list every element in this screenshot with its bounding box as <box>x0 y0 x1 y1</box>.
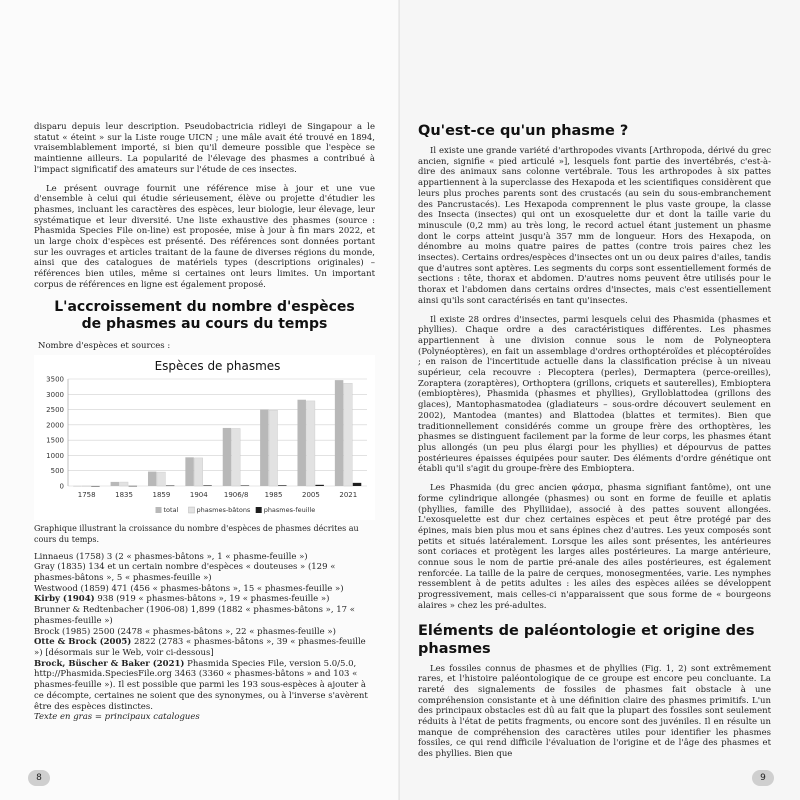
reference-author: Kirby (1904) <box>34 594 95 605</box>
legend-swatch <box>156 507 162 513</box>
reference-text: 134 et un certain nombre d'espèces « douteuses » (129 « phasmes-bâtons », 5 « phasmes-feuille ») <box>34 562 336 584</box>
x-tick-label: 1985 <box>264 491 283 500</box>
reference-text: 2500 (2478 « phasmes-bâtons », 22 « phasmes-feuille ») <box>90 626 336 637</box>
reference-item <box>34 627 375 638</box>
bar-total <box>260 410 268 486</box>
bar-phasmes-b-tons <box>82 486 90 487</box>
reference-text: 1,899 (1882 « phasmes-bâtons », 17 « phasmes-feuille ») <box>34 605 355 626</box>
reference-item <box>34 605 375 626</box>
reference-author: Brock, Büscher & Baker (2021) <box>34 658 185 669</box>
chart-title: Espèces de phasmes <box>154 359 281 374</box>
reference-item <box>34 637 375 658</box>
bar-total <box>73 486 81 487</box>
references-list <box>34 552 375 713</box>
reference-text: 938 (919 « phasmes-bâtons », 19 « phasmes-feuille ») <box>94 594 330 605</box>
paragraph-2: Il existe 28 ordres d'insectes, parmi lesquels celui des Phasmida (phasmes et phyllies). Chaque ordre a des caractéristiques différentes. Les phasmes appartiennent à une division connue sous le nom de Polyneoptera (Polynéoptères), en fait un assemblage d'ordres orthoptéroïdes et plécoptéroïdes ; en raison de l'incertitude actuelle dans la classification précise à un niveau supérieur, cela recouvre : Plecoptera (perles), Dermaptera (perce-oreilles), Zoraptera (zoraptères), Orthoptera (grillons, criquets et sauterelles), Embioptera (embioptères), Phasmida (phasmes et phyllies), Grylloblattodea (grillons des glaces), Mantophasmatodea (gladiateurs – sous-ordre découvert seulement en 2002), Mantodea (mantes) and Blattodea (blattes et termites). Bien que traditionnellement considérés comme un groupe frère des orthoptères, les phasmes se distinguent facilement par la forme de leur corps, les phasmes étant plus allongés (un peu plus élargi pour les phyllies) et dépourvus de pattes postérieures épaisses équipées pour sauter. Des éléments d'ordre génétique ont établi qu'il s'agit du groupe-frère des Embioptera. <box>418 314 771 475</box>
left-column <box>34 122 375 723</box>
x-tick-label: 1859 <box>152 491 171 500</box>
reference-item <box>34 552 375 563</box>
bar-phasmes-b-tons <box>306 401 314 486</box>
bar-phasmes-feuille <box>129 486 137 487</box>
reference-author: Brock (1985) <box>34 626 91 637</box>
bar-phasmes-feuille <box>203 486 211 487</box>
intro-paragraph-1: disparu depuis leur description. Pseudobactricia ridleyi de Singapour a le statut « éteint » sur la Liste rouge UICN ; une mâle avait été trouvé en 1894, vraisemblablement importé, si bien qu'il demeure possible que l'espèce se maintienne ailleurs. La popularité de l'élevage des phasmes a contribué à l'impact significatif des amateurs sur l'étude de ces insectes. <box>34 122 375 175</box>
bar-phasmes-b-tons <box>232 429 240 487</box>
chart-subheading: Nombre d'espèces et sources : <box>38 340 171 351</box>
x-tick-label: 2021 <box>339 491 358 500</box>
reference-item <box>34 562 375 583</box>
reference-text: 2822 (2783 « phasmes-bâtons », 39 « phasmes-feuille ») [désormais sur le Web, voir ci-dessous] <box>34 637 366 658</box>
legend-label: total <box>163 506 179 515</box>
y-tick-label: 2500 <box>46 406 64 415</box>
right-page <box>400 0 800 800</box>
legend-label: phasmes-feuille <box>263 506 316 515</box>
bar-phasmes-feuille <box>166 486 174 487</box>
reference-item <box>34 659 375 713</box>
reference-text: 471 (456 « phasmes-bâtons », 15 « phasmes-feuille ») <box>108 583 344 594</box>
y-tick-label: 2000 <box>46 421 64 430</box>
bar-phasmes-b-tons <box>157 472 165 486</box>
reference-author: Gray (1835) <box>34 562 86 573</box>
paragraph-1: Il existe une grande variété d'arthropodes vivants [Arthropoda, dérivé du grec ancien, signifie « pied articulé »], lesquels font partie des invertébrés, c'est-à-dire des animaux sans colonne vertébrale. Tous les arthropodes à six pattes appartiennent à la superclasse des Hexapoda et les scientifiques considèrent que leurs plus proches parents sont des crustacés (au sein du sous-embranchement des Pancrustacés). Les Hexapoda comprennent le plus vaste groupe, la classe des Insecta (insectes) qui ont un exosquelette dur et dont la taille varie du minuscule (0,2 mm) au très long, le record actuel étant justement un phasme dont le corps atteint jusqu'à 357 mm de longueur. Hors des Hexapoda, on dénombre au moins quatre paires de pattes (contre trois paires chez les insectes). Certains ordres/espèces d'insectes ont un ou deux paires d'ailes, tandis que d'autres sont aptères. Les segments du corps sont essentiellement formés de sections : tête, thorax et abdomen. D'autres noms peuvent être utilisés pour le thorax et l'abdomen dans certains ordres d'insectes, mais c'est essentiellement ainsi qu'ils sont caractérisés en tant qu'insectes. <box>418 146 771 306</box>
bar-phasmes-feuille <box>278 486 286 487</box>
reference-author: Linnaeus (1758) <box>34 551 105 562</box>
paragraph-4: Les fossiles connus de phasmes et de phyllies (Fig. 1, 2) sont extrêmement rares, et l'histoire paléontologique de ce groupe est encore peu concluante. La rareté des signalements de fossiles de phasmes fait obstacle à une compréhension consistante et à une définition claire des phasmes primitifs. L'un des principaux obstacles est dû au fait que la plupart des fossiles sont seulement réduits à l'état de petits fragments, ou encore sont des juvéniles. Il en résulte un manque de compréhension des caractères utiles pour identifier les phasmes fossiles, ce qui rend difficile l'évaluation de l'origine et de l'âge des phasmes et des phyllies. Bien que <box>418 663 771 760</box>
bar-total <box>185 458 193 487</box>
species-bar-chart <box>34 355 375 520</box>
reference-item <box>34 594 375 605</box>
page-number-right: 9 <box>752 770 774 786</box>
bar-phasmes-b-tons <box>194 458 202 486</box>
bar-phasmes-feuille <box>241 486 249 487</box>
section-heading-what-is-phasmid: Qu'est-ce qu'un phasme ? <box>418 123 629 139</box>
bar-phasmes-feuille <box>315 485 323 486</box>
x-tick-label: 1904 <box>189 491 208 500</box>
bar-phasmes-feuille <box>353 483 361 486</box>
paragraph-3: Les Phasmida (du grec ancien φάσμα, phasma signifiant fantôme), ont une forme cylindrique allongée (phasmes) ou sont en forme de feuille et aplatis (phyllies, famille des Phylliidae), associé à des pattes souvent allongées. L'exosquelette est dur chez certaines espèces et peut être protégé par des épines, mais bien plus mou et sans épines chez d'autres. Les yeux composés sont petits et situés latéralement. Lorsque les ailes sont présentes, les antérieures sont coriaces et protègent les larges ailes postérieures. La marge antérieure, connue sous le nom de partie pré-anale des ailes postérieures, est également renforcée. La taille de la paire de cerques, monosegmentées, varie. Les nymphes ressemblent à de petits adultes : les ailes des espèces ailées se développent progressivement, mais celles-ci n'apparaissent que sous forme de « bourgeons alaires » chez les pré-adultes. <box>418 483 771 611</box>
section-heading-paleontology: Eléments de paléontologie et origine des phasmes <box>418 622 755 657</box>
bar-total <box>297 400 305 486</box>
y-tick-label: 1500 <box>46 436 64 445</box>
reference-item <box>34 584 375 595</box>
reference-text: Phasmida Species File, version 5.0/5.0, http://Phasmida.SpeciesFile.org 3463 (3360 « phasmes-bâtons » and 103 « phasmes-feuille »). Il est possible que parmi les 193 sous-espèces à ajouter à ce décompte, certaines ne soient que des synonymes, ou à l'inverse s'avèrent être des espèces distinctes. <box>34 658 368 712</box>
reference-text: 3 (2 « phasmes-bâtons », 1 « phasme-feuille ») <box>104 551 308 562</box>
reference-author: Westwood (1859) <box>34 583 109 594</box>
legend-swatch <box>189 507 195 513</box>
bar-total <box>148 472 156 486</box>
y-tick-label: 500 <box>50 467 64 476</box>
chart-heading-line2: de phasmes au cours du temps <box>81 315 328 332</box>
legend-label: phasmes-bâtons <box>196 506 251 515</box>
reference-author: Otte & Brock (2005) <box>34 637 132 648</box>
reference-author: Brunner & Redtenbacher (1906-08) <box>34 605 189 616</box>
y-tick-label: 0 <box>59 482 64 491</box>
legend-swatch <box>256 507 262 513</box>
y-tick-label: 3000 <box>46 391 64 400</box>
x-tick-label: 2005 <box>302 491 320 500</box>
chart-heading-line1: L'accroissement du nombre d'espèces <box>54 298 355 315</box>
bar-total <box>335 380 343 486</box>
bar-phasmes-b-tons <box>269 410 277 486</box>
bar-total <box>111 482 119 486</box>
x-tick-label: 1758 <box>77 491 96 500</box>
bar-total <box>223 428 231 486</box>
y-tick-label: 3500 <box>46 375 64 384</box>
chart-caption: Graphique illustrant la croissance du nombre d'espèces de phasmes décrites au cours du temps. <box>34 524 359 544</box>
x-tick-label: 1906/8 <box>223 491 249 500</box>
footnote: Texte en gras = principaux catalogues <box>34 712 200 723</box>
intro-paragraph-2: Le présent ouvrage fournit une référence mise à jour et une vue d'ensemble à celui qui étudie sérieusement, élève ou projette d'étudier les phasmes, incluant les caractères des espèces, leur biologie, leur élevage, leur systématique et leur diversité. Une liste exhaustive des phasmes (source : Phasmida Species File on-line) est proposée, mise à jour à fin mars 2022, et un large choix d'espèces est présenté. Des références sont données portant sur les ouvrages et articles traitant de la faune de diverses régions du monde, ainsi que des catalogues de matériels types (descriptions originales) – références bien utiles, même si certaines ont leurs limites. Un important corpus de références en ligne est également proposé. <box>34 183 375 290</box>
right-column <box>418 122 771 760</box>
bar-phasmes-b-tons <box>344 384 352 487</box>
x-tick-label: 1835 <box>115 491 133 500</box>
page-number-left: 8 <box>28 770 50 786</box>
bar-phasmes-feuille <box>91 486 99 487</box>
bar-phasmes-b-tons <box>120 482 128 486</box>
y-tick-label: 1000 <box>46 452 64 461</box>
